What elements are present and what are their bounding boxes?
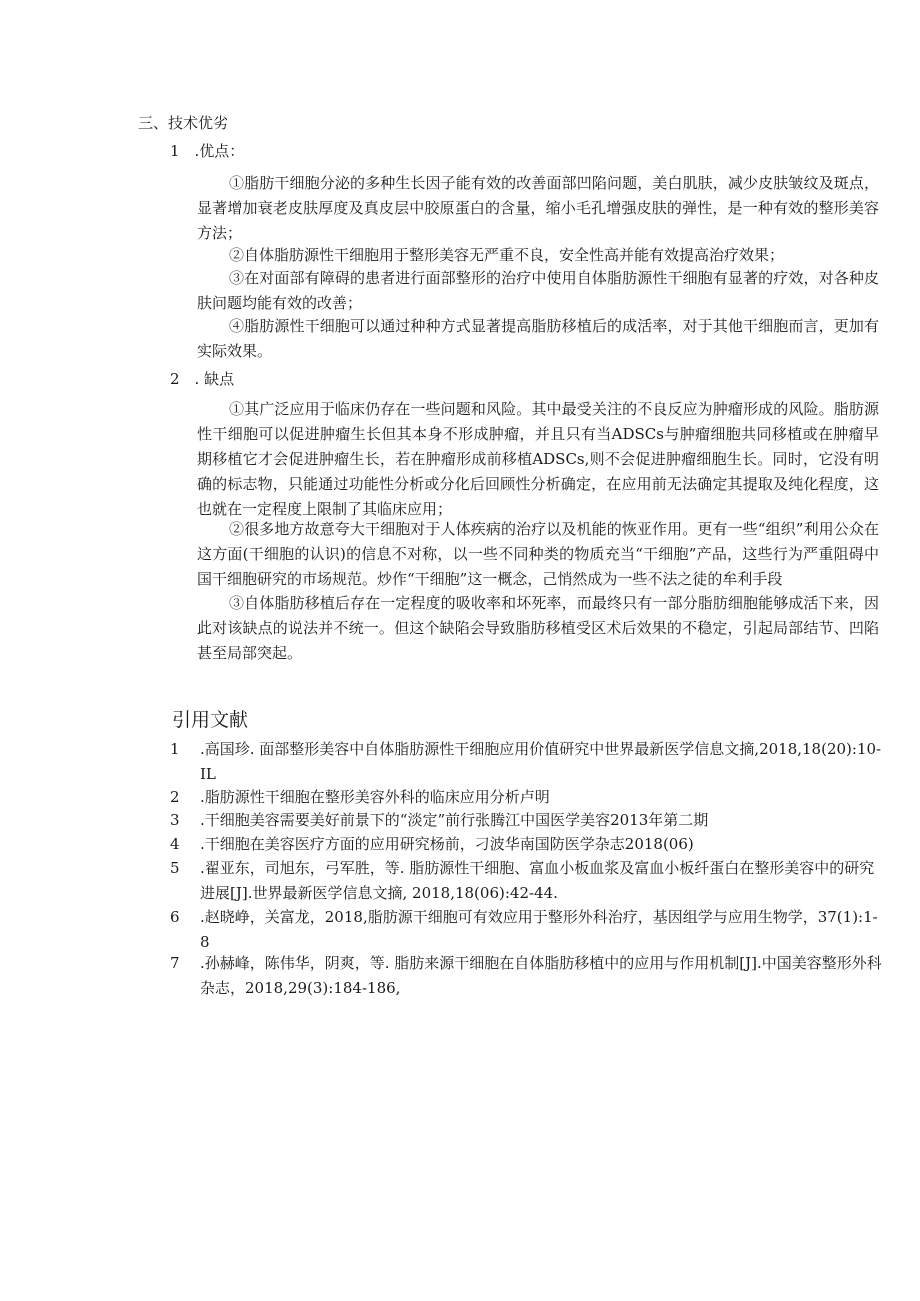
reference-text: .赵晓峥，关富龙，2018,脂肪源干细胞可有效应用于整形外科治疗，基因组学与应用生物学，37(1):1-8 [200, 908, 878, 951]
reference-number: 7 [170, 954, 180, 972]
disadvantage-paragraph: ①其广泛应用于临床仍存在一些问题和风险。其中最受关注的不良反应为肿瘤形成的风险。脂肪源性干细胞可以促进肿瘤生长但其本身不形成肿瘤，并且只有当ADSCs与肿瘤细胞共同移植或在肿瘤早期移植它才会促进肿瘤生长，若在肿瘤形成前移植ADSCs,则不会促进肿瘤细胞生长。同时，它没有明确的标志物，只能通过功能性分析或分化后回顾性分析确定，在应用前无法确定其提取及纯化程度，这也就在一定程度上限制了其临床应用； [197, 400, 879, 518]
reference-number: 6 [170, 908, 180, 926]
reference-item [170, 832, 882, 857]
reference-item [170, 737, 882, 787]
reference-number: 2 [170, 788, 180, 806]
reference-text: .干细胞美容需要美好前景下的“淡定”前行张腾江中国医学美容2013年第二期 [200, 811, 709, 829]
reference-item [170, 785, 882, 810]
reference-item [170, 951, 882, 1001]
advantage-paragraph: ①脂肪干细胞分泌的多种生长因子能有效的改善面部凹陷问题，美白肌肤，减少皮肤皱纹及斑点，显著增加衰老皮肤厚度及真皮层中胶原蛋白的含量，缩小毛孔增强皮肤的弹性，是一种有效的整形美容方法； [197, 174, 879, 242]
disadvantage-paragraph: ②很多地方故意夸大干细胞对于人体疾病的治疗以及机能的恢亚作用。更有一些“组织”利用公众在这方面(干细胞的认识)的信息不对称，以一些不同种类的物质充当“干细胞”产品，这些行为严重阻碍中国干细胞研究的市场规范。炒作“干细胞”这一概念，己悄然成为一些不法之徒的牟利手段 [197, 520, 879, 588]
advantage-paragraph: ②自体脂肪源性干细胞用于整形美容无严重不良，安全性高并能有效提高治疗效果； [229, 246, 785, 264]
reference-text: .孙赫峰，陈伟华，阴爽，等. 脂肪来源干细胞在自体脂肪移植中的应用与作用机制[J].中国美容整形外科杂志，2018,29(3):184-186, [200, 954, 882, 997]
reference-item [170, 905, 882, 955]
reference-number: 3 [170, 811, 180, 829]
disadvantage-paragraph: ③自体脂肪移植后存在一定程度的吸收率和坏死率，而最终只有一部分脂肪细胞能够成活下来，因此对该缺点的说法并不统一。但这个缺陷会导致脂肪移植受区术后效果的不稳定，引起局部结节、凹陷甚至局部突起。 [197, 594, 879, 662]
reference-number: 1 [170, 740, 180, 758]
reference-text: .翟亚东，司旭东，弓军胜，等. 脂肪源性干细胞、富血小板血浆及富血小板纤蛋白在整形美容中的研究进展[J].世界最新医学信息文摘, 2018,18(06):42-44. [200, 859, 875, 902]
advantage-paragraph: ④脂肪源性干细胞可以通过种种方式显著提高脂肪移植后的成活率，对于其他干细胞而言，更加有实际效果。 [197, 317, 879, 360]
references-title: 引用文献 [172, 709, 249, 731]
reference-item [170, 856, 882, 906]
reference-number: 4 [170, 835, 180, 853]
advantages-heading: 1 .优点： [170, 142, 245, 160]
reference-number: 5 [170, 859, 180, 877]
reference-item [170, 808, 882, 833]
advantage-paragraph: ③在对面部有障碍的患者进行面部整形的治疗中使用自体脂肪源性干细胞有显著的疗效，对各种皮肤问题均能有效的改善； [197, 269, 879, 312]
reference-text: .干细胞在美容医疗方面的应用研究杨前，刁波华南国防医学杂志2018(06) [200, 835, 694, 853]
reference-text: .脂肪源性干细胞在整形美容外科的临床应用分析卢明 [200, 788, 550, 806]
disadvantages-heading: 2 . 缺点 [170, 370, 235, 388]
reference-text: .高国珍. 面部整形美容中自体脂肪源性干细胞应用价值研究中世界最新医学信息文摘,2018,18(20):10-IL [200, 740, 882, 783]
section-title: 三、技术优劣 [138, 114, 229, 132]
